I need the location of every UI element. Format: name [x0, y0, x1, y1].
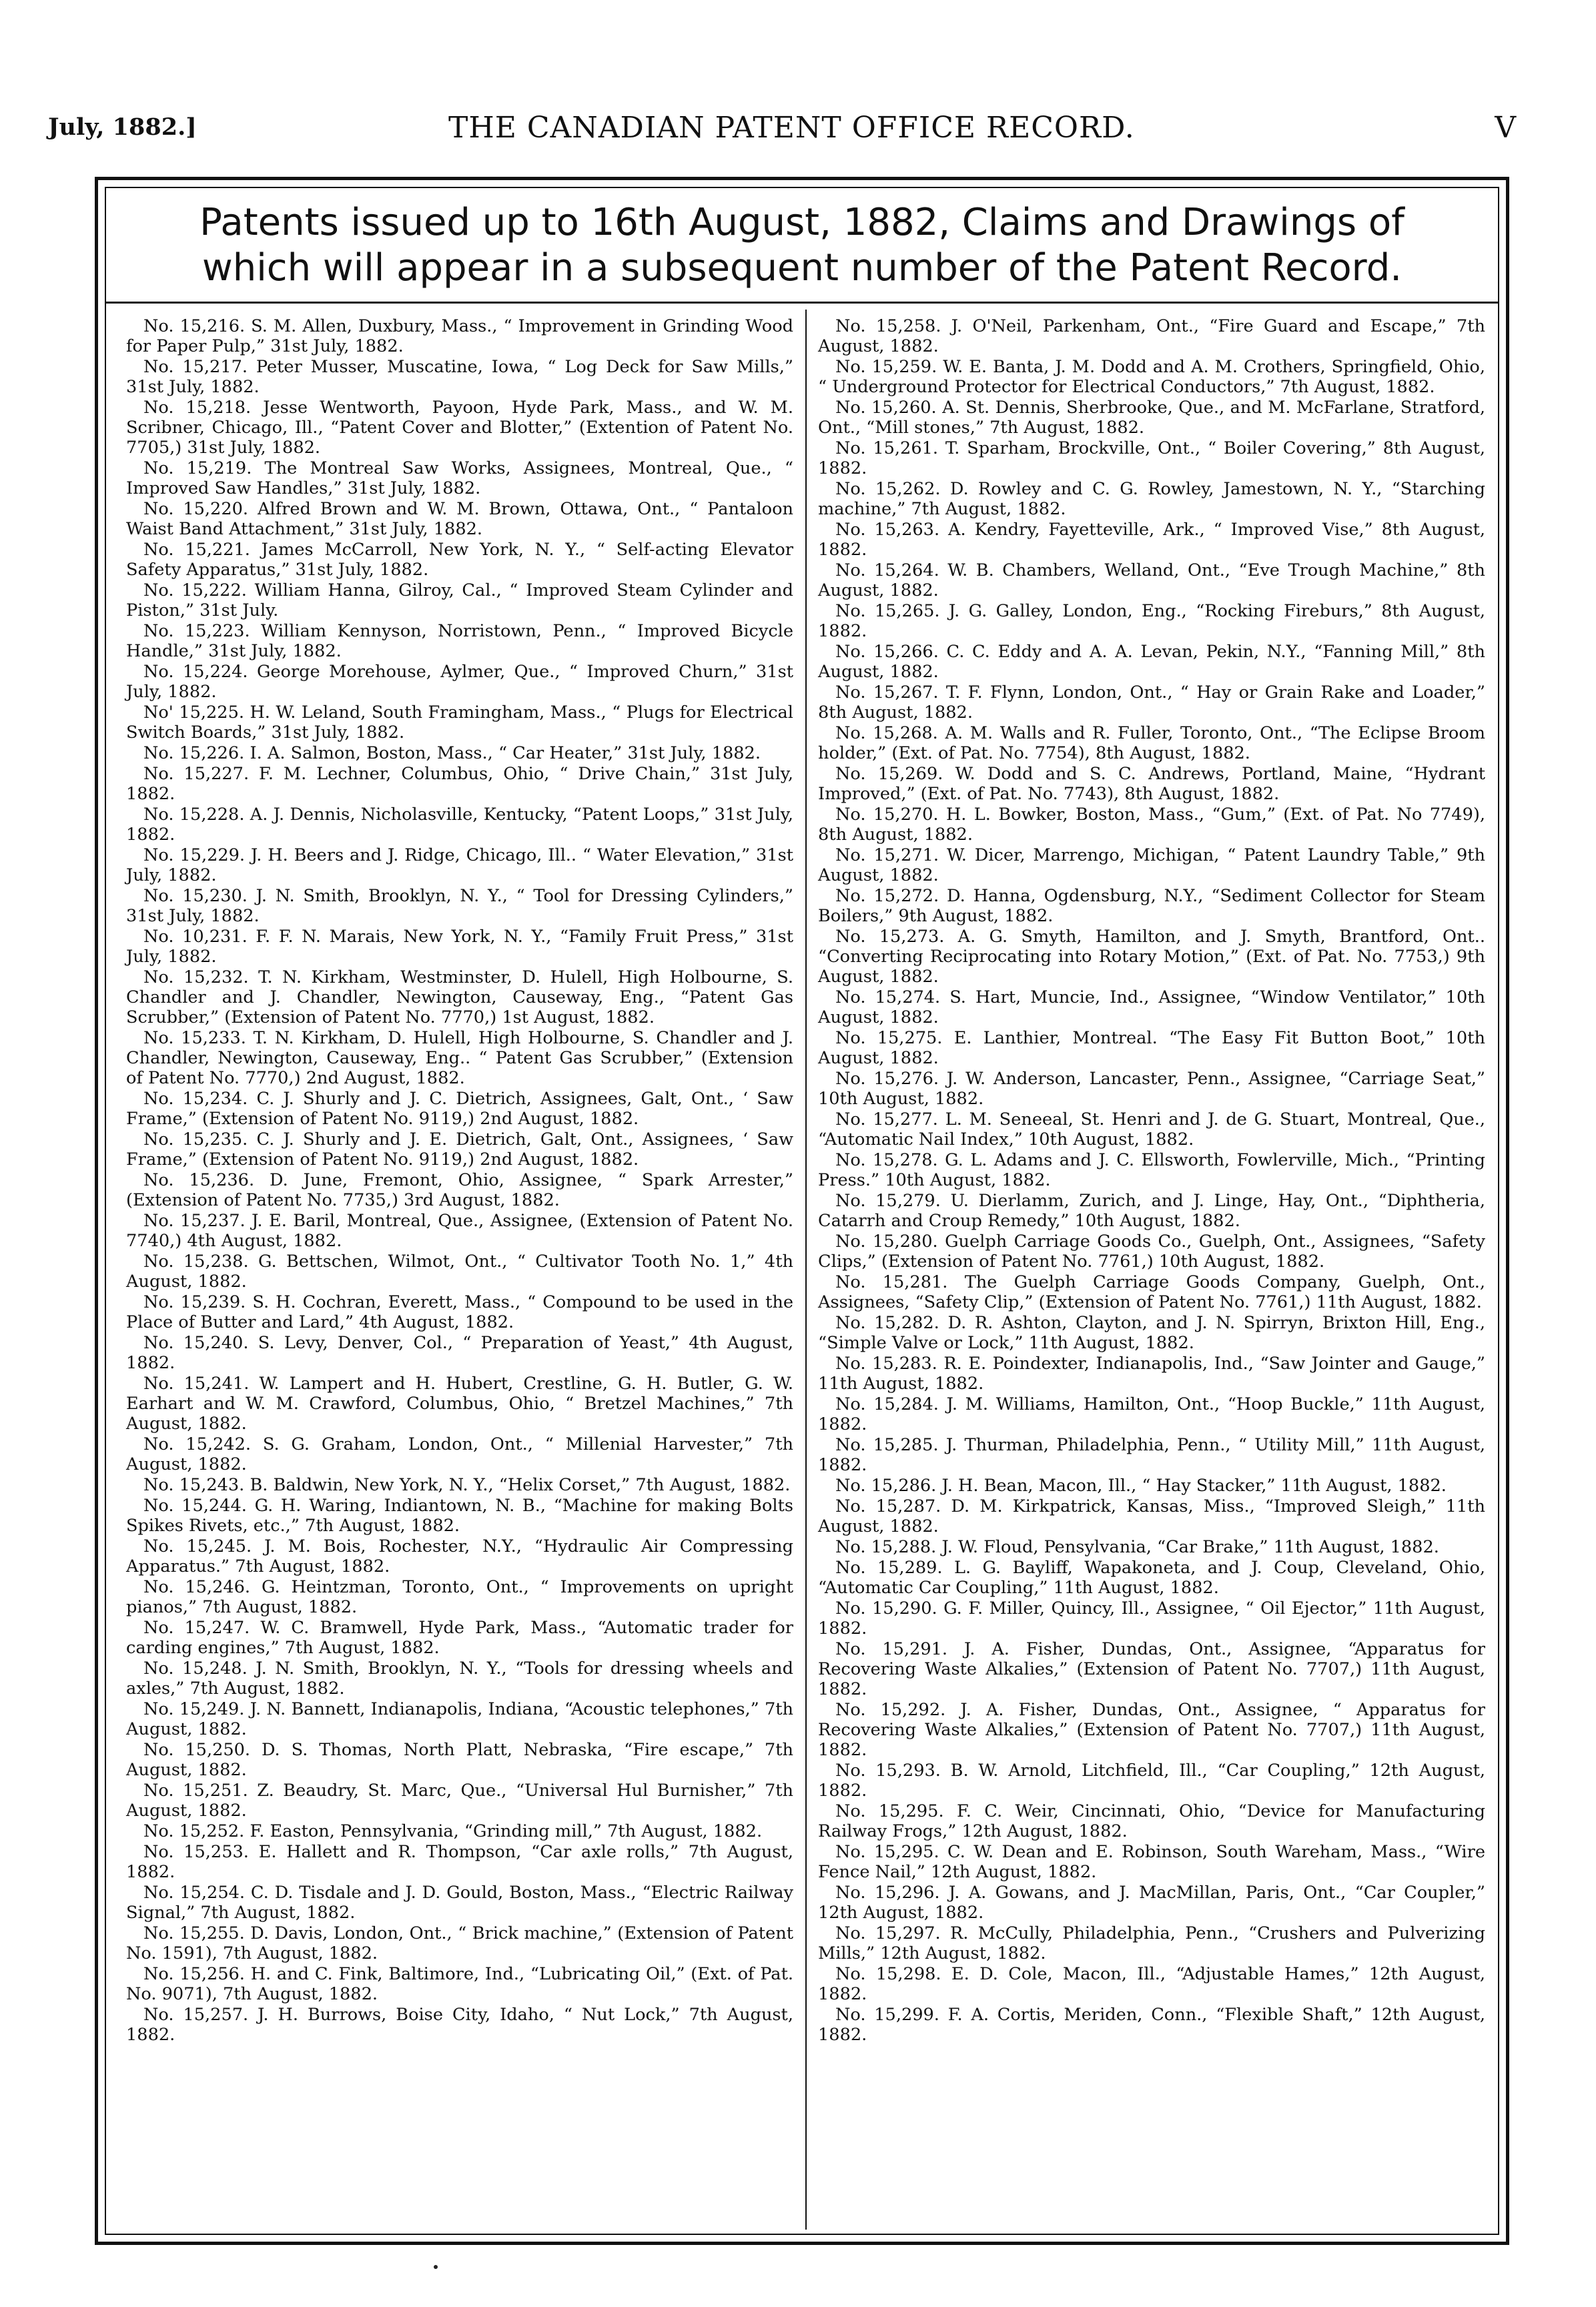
patent-entry: [818, 1394, 1485, 1434]
patent-description: H. W. Leland, South Framingham, Mass., “ Plugs for Electrical Switch Boards,” 31st July, 1882.: [126, 703, 793, 743]
patent-description: A. Kendry, Fayetteville, Ark., “ Improved Vise,” 8th August, 1882.: [818, 520, 1485, 560]
patent-number: No. 15,245.: [143, 1536, 252, 1556]
patent-entry: [126, 1252, 793, 1292]
patent-number: No. 15,292.: [835, 1700, 946, 1720]
patent-entry: [126, 845, 793, 885]
patent-entry: [818, 1598, 1485, 1639]
patent-description: L. M. Seneeal, St. Henri and J. de G. Stuart, Montreal, Que., “Automatic Nail Index,” 10th August, 1882.: [818, 1109, 1485, 1149]
patent-entry: [126, 1964, 793, 2004]
patent-number: No. 15,254.: [143, 1883, 246, 1903]
patent-description: J. N. Smith, Brooklyn, N. Y., “ Tool for Dressing Cylinders,” 31st July, 1882.: [126, 886, 793, 926]
patent-entry: [818, 1028, 1485, 1068]
patent-number: No. 15,262.: [835, 479, 941, 499]
patent-number: No. 15,236.: [143, 1170, 255, 1190]
patent-number: No. 15,220.: [143, 499, 249, 519]
patent-description: D. Rowley and C. G. Rowley, Jamestown, N. Y., “Starching machine,” 7th August, 1882.: [818, 479, 1485, 519]
patent-number: No. 15,230.: [143, 886, 248, 906]
patent-description: J. H. Burrows, Boise City, Idaho, “ Nut Lock,” 7th August, 1882.: [126, 2005, 793, 2045]
patent-description: W. C. Bramwell, Hyde Park, Mass., “Automatic trader for carding engines,” 7th August, 1882.: [126, 1618, 793, 1658]
patent-description: R. McCully, Philadelphia, Penn., “Crushers and Pulverizing Mills,” 12th August, 1882.: [818, 1923, 1485, 1963]
patent-description: T. Sparham, Brockville, Ont., “ Boiler Covering,” 8th August, 1882.: [818, 438, 1485, 478]
patent-number: No. 15,288.: [835, 1537, 937, 1557]
patent-entry: [818, 1964, 1485, 2004]
patent-description: S. G. Graham, London, Ont., “ Millenial Harvester,” 7th August, 1882.: [126, 1434, 793, 1474]
patent-description: C. W. Dean and E. Robinson, South Wareham, Mass., “Wire Fence Nail,” 12th August, 1882.: [818, 1842, 1485, 1882]
patent-number: No. 15,270.: [835, 805, 939, 825]
patent-entry: [126, 662, 793, 702]
patent-number: No. 15,287.: [835, 1496, 941, 1516]
patent-description: T. N. Kirkham, Westminster, D. Hulell, High Holbourne, S. Chandler and J. Chandler, Newington, Causeway, Eng., “Patent Gas Scrubber,” (Extension of Patent No. 7770,) 1st August, 1882.: [126, 967, 793, 1027]
patent-number: No. 15,228.: [143, 805, 245, 825]
patent-entry: [818, 927, 1485, 987]
patent-description: Guelph Carriage Goods Co., Guelph, Ont., Assignees, “Safety Clips,” (Extension of Patent No. 7761,) 10th August, 1882.: [818, 1232, 1485, 1272]
patent-number: No. 15,269.: [835, 764, 943, 784]
patent-description: H. L. Bowker, Boston, Mass., “Gum,” (Ext. of Pat. No 7749), 8th August, 1882.: [818, 805, 1485, 845]
patent-entry: [126, 316, 793, 356]
patent-description: S. M. Allen, Duxbury, Mass., “ Improvement in Grinding Wood for Paper Pulp,” 31st July, 1882.: [126, 316, 793, 356]
patent-entry: [126, 1699, 793, 1739]
patent-description: The Guelph Carriage Goods Company, Guelph, Ont., Assignees, “Safety Clip,” (Extension of Patent No. 7761,) 11th August, 1882.: [818, 1272, 1485, 1312]
patent-entry: [126, 1028, 793, 1088]
patent-description: A. J. Dennis, Nicholasville, Kentucky, “Patent Loops,” 31st July, 1882.: [126, 805, 793, 845]
patent-entry: [818, 845, 1485, 885]
page-number: V: [1495, 111, 1516, 145]
patent-number: No. 15,271.: [835, 845, 939, 865]
patent-description: G. Bettschen, Wilmot, Ont., “ Cultivator Tooth No. 1,” 4th August, 1882.: [126, 1252, 793, 1292]
patent-entry: [818, 805, 1485, 845]
patent-number: No. 15,264.: [835, 560, 939, 580]
patent-description: G. H. Waring, Indiantown, N. B., “Machine for making Bolts Spikes Rivets, etc.,” 7th August, 1882.: [126, 1496, 793, 1536]
right-column: [818, 316, 1485, 2045]
patent-number: No. 15,222.: [143, 580, 247, 600]
patent-description: C. J. Shurly and J. E. Dietrich, Galt, Ont., Assignees, ‘ Saw Frame,” (Extension of Patent No. 9119,) 2nd August, 1882.: [126, 1129, 793, 1170]
patent-entry: [818, 1272, 1485, 1312]
patent-number: No. 15,241.: [143, 1374, 250, 1394]
patent-description: James McCarroll, New York, N. Y., “ Self-acting Elevator Safety Apparatus,” 31st July, 1882.: [126, 540, 793, 580]
publication-title: THE CANADIAN PATENT OFFICE RECORD.: [448, 111, 1135, 145]
patent-number: No. 15,290.: [835, 1598, 937, 1619]
patent-entry: [818, 1496, 1485, 1536]
patent-description: W. Lampert and H. Hubert, Crestline, G. H. Butler, G. W. Earhart and W. M. Crawford, Columbus, Ohio, “ Bretzel Machines,” 7th August, 1882.: [126, 1374, 793, 1434]
patent-description: William Kennyson, Norristown, Penn., “ Improved Bicycle Handle,” 31st July, 1882.: [126, 621, 793, 661]
patent-description: Jesse Wentworth, Payoon, Hyde Park, Mass., and W. M. Scribner, Chicago, Ill., “Patent Cover and Blotter,” (Extention of Patent No. 7705,) 31st July, 1882.: [126, 398, 793, 458]
patent-number: No. 15,278.: [835, 1150, 938, 1170]
patent-entry: [126, 1618, 793, 1658]
section-title: [106, 200, 1498, 291]
patent-entry: [818, 560, 1485, 600]
patent-entry: [126, 764, 793, 804]
patent-entry: [126, 927, 793, 967]
patent-description: B. Baldwin, New York, N. Y., “Helix Corset,” 7th August, 1882.: [250, 1475, 791, 1495]
patent-number: No. 15,247.: [143, 1618, 250, 1638]
patent-description: R. E. Poindexter, Indianapolis, Ind., “Saw Jointer and Gauge,” 11th August, 1882.: [818, 1354, 1485, 1394]
patent-description: G. F. Miller, Quincy, Ill., Assignee, “ Oil Ejector,” 11th August, 1882.: [818, 1598, 1485, 1639]
patent-number: No. 15,223.: [143, 621, 250, 641]
patent-description: J. H. Beers and J. Ridge, Chicago, Ill.. “ Water Elevation,” 31st July, 1882.: [126, 845, 793, 885]
patent-description: J. M. Bois, Rochester, N.Y., “Hydraulic Air Compressing Apparatus.” 7th August, 1882.: [126, 1536, 793, 1576]
patent-description: F. C. Weir, Cincinnati, Ohio, “Device for Manufacturing Railway Frogs,” 12th August, 1882.: [818, 1801, 1485, 1841]
patent-number: No. 15,268.: [835, 723, 938, 743]
patent-description: J. G. Galley, London, Eng., “Rocking Fireburs,” 8th August, 1882.: [818, 601, 1485, 641]
patent-entry: [818, 723, 1485, 763]
patent-description: A. G. Smyth, Hamilton, and J. Smyth, Brantford, Ont.. “Converting Reciprocating into Rotary Motion,” (Ext. of Pat. No. 7753,) 9th August, 1882.: [818, 927, 1485, 987]
patent-entry: [818, 1109, 1485, 1149]
patent-number: No. 15,263.: [835, 520, 940, 540]
patent-description: T. N. Kirkham, D. Hulell, High Holbourne, S. Chandler and J. Chandler, Newington, Causeway, Eng.. “ Patent Gas Scrubber,” (Extension of Patent No. 7770,) 2nd August, 1882.: [126, 1028, 793, 1088]
patent-entry: [818, 601, 1485, 641]
patent-entry: [818, 1883, 1485, 1923]
patent-entry: [126, 886, 793, 926]
patent-entry: [126, 1374, 793, 1434]
patent-entry: [126, 1434, 793, 1474]
patent-description: I. A. Salmon, Boston, Mass., “ Car Heater,” 31st July, 1882.: [250, 743, 761, 763]
patent-description: S. H. Cochran, Everett, Mass., “ Compound to be used in the Place of Butter and Lard,” 4th August, 1882.: [126, 1292, 793, 1332]
patent-entry: [818, 1191, 1485, 1231]
patent-number: No. 15,299.: [835, 2005, 939, 2025]
patent-description: C. C. Eddy and A. A. Levan, Pekin, N.Y., “Fanning Mill,” 8th August, 1882.: [818, 642, 1485, 682]
patent-description: D. Hanna, Ogdensburg, N.Y., “Sediment Collector for Steam Boilers,” 9th August, 1882.: [818, 886, 1485, 926]
patent-entry: [126, 1577, 793, 1617]
patent-entry: [818, 1801, 1485, 1841]
patent-number: No. 15,296.: [835, 1883, 940, 1903]
patent-entry: [126, 1170, 793, 1210]
patent-entry: [818, 764, 1485, 804]
patent-description: S. Hart, Muncie, Ind., Assignee, “Window Ventilator,” 10th August, 1882.: [818, 987, 1485, 1027]
patent-number: No. 10,231.: [143, 927, 248, 947]
patent-entry: [126, 1883, 793, 1923]
patent-description: B. W. Arnold, Litchfield, Ill., “Car Coupling,” 12th August, 1882.: [818, 1761, 1485, 1801]
patent-entry: [818, 316, 1485, 356]
patent-number: No. 15,291.: [835, 1639, 948, 1659]
patent-entry: [126, 1781, 793, 1821]
patent-entry: [126, 743, 793, 763]
patent-description: W. E. Banta, J. M. Dodd and A. M. Crothers, Springfield, Ohio, “ Underground Protector for Electrical Conductors,” 7th August, 1882.: [818, 357, 1485, 397]
patent-number: No. 15,274.: [835, 987, 941, 1007]
patent-number: No. 15,237.: [143, 1211, 246, 1231]
patent-number: No. 15,265.: [835, 601, 940, 621]
patent-entry: [818, 1069, 1485, 1109]
patent-number: No. 15,273.: [835, 927, 945, 947]
patent-entry: [818, 1842, 1485, 1882]
patent-number: No. 15,239.: [143, 1292, 246, 1312]
patent-description: The Montreal Saw Works, Assignees, Montreal, Que., “ Improved Saw Handles,” 31st July, 1882.: [126, 458, 793, 498]
issue-date: July, 1882.]: [48, 113, 197, 141]
patent-number: No. 15,227.: [143, 764, 250, 784]
patent-number: No. 15,246.: [143, 1577, 251, 1597]
patent-entry: [818, 1435, 1485, 1475]
patent-description: F. F. N. Marais, New York, N. Y., “Family Fruit Press,” 31st July, 1882.: [126, 927, 793, 967]
patent-number: No. 15,298.: [835, 1964, 941, 1984]
patent-entry: [126, 398, 793, 458]
patent-number: No. 15,276.: [835, 1069, 939, 1089]
patent-entry: [126, 621, 793, 661]
patent-entry: [818, 682, 1485, 723]
patent-number: No. 15,253.: [143, 1842, 249, 1862]
patent-number: No. 15,243.: [143, 1475, 245, 1495]
patent-description: G. Heintzman, Toronto, Ont., “ Improvements on upright pianos,” 7th August, 1882.: [126, 1577, 793, 1617]
patent-entry: [126, 1475, 793, 1495]
patent-entry: [126, 703, 793, 743]
patent-entry: [126, 1923, 793, 1963]
patent-number: No. 15,238.: [143, 1252, 249, 1272]
patent-entry: [818, 1354, 1485, 1394]
patent-entry: [818, 1558, 1485, 1598]
patent-number: No. 15,216.: [143, 316, 246, 336]
patent-description: D. Davis, London, Ont., “ Brick machine,” (Extension of Patent No. 1591), 7th August, 1882.: [126, 1923, 793, 1963]
patent-description: J. N. Smith, Brooklyn, N. Y., “Tools for dressing wheels and axles,” 7th August, 1882.: [126, 1659, 793, 1699]
patent-description: Z. Beaudry, St. Marc, Que., “Universal Hul Burnisher,” 7th August, 1882.: [126, 1781, 793, 1821]
patent-entry: [126, 357, 793, 397]
page-header: [48, 113, 1516, 153]
patent-entry: [818, 1232, 1485, 1272]
patent-number: No. 15,251.: [143, 1781, 248, 1801]
patent-entry: [126, 1536, 793, 1576]
patent-entry: [126, 1821, 793, 1841]
patent-entry: [818, 2005, 1485, 2045]
patent-entry: [126, 540, 793, 580]
patent-description: William Hanna, Gilroy, Cal., “ Improved Steam Cylinder and Piston,” 31st July.: [126, 580, 793, 620]
patent-entry: [818, 987, 1485, 1027]
patent-number: No. 15,248.: [143, 1659, 248, 1679]
patent-number: No. 15,261.: [835, 438, 939, 458]
patent-entry: [126, 1089, 793, 1129]
patent-description: C. J. Shurly and J. C. Dietrich, Assignees, Galt, Ont., ‘ Saw Frame,” (Extension of Patent No. 9119,) 2nd August, 1882.: [126, 1089, 793, 1129]
section-title-line-1: Patents issued up to 16th August, 1882, Claims and Drawings of: [200, 201, 1405, 244]
patent-description: J. W. Anderson, Lancaster, Penn., Assignee, “Carriage Seat,” 10th August, 1882.: [818, 1069, 1485, 1109]
patent-number: No. 15,229.: [143, 845, 246, 865]
patent-number: No. 15,260.: [835, 398, 937, 418]
patent-description: S. Levy, Denver, Col., “ Preparation of Yeast,” 4th August, 1882.: [126, 1333, 793, 1373]
patent-number: No. 15,226.: [143, 743, 245, 763]
patent-description: D. M. Kirkpatrick, Kansas, Miss., “Improved Sleigh,” 11th August, 1882.: [818, 1496, 1485, 1536]
patent-entry: [818, 520, 1485, 560]
patent-description: J. A. Fisher, Dundas, Ont., Assignee, “Apparatus for Recovering Waste Alkalies,” (Extension of Patent No. 7707,) 11th August, 1882.: [818, 1639, 1485, 1699]
patent-list-inner: [105, 187, 1499, 2235]
patent-description: J. N. Bannett, Indianapolis, Indiana, “Acoustic telephones,” 7th August, 1882.: [126, 1699, 793, 1739]
patent-entry: [126, 580, 793, 620]
patent-number: No. 15,257.: [143, 2005, 249, 2025]
patent-description: J. M. Williams, Hamilton, Ont., “Hoop Buckle,” 11th August, 1882.: [818, 1394, 1485, 1434]
patent-description: J. Thurman, Philadelphia, Penn., “ Utility Mill,” 11th August, 1882.: [818, 1435, 1485, 1475]
patent-description: J. H. Bean, Macon, Ill., “ Hay Stacker,” 11th August, 1882.: [941, 1476, 1447, 1496]
patent-entry: [126, 1659, 793, 1699]
patent-number: No. 15,282.: [835, 1313, 939, 1333]
patent-number: No. 15,244.: [143, 1496, 247, 1516]
patent-entry: [818, 1476, 1485, 1496]
patent-number: No. 15,281.: [835, 1272, 948, 1292]
patent-number: No. 15,256.: [143, 1964, 245, 1984]
patent-description: J. O'Neil, Parkenham, Ont., “Fire Guard and Escape,” 7th August, 1882.: [818, 316, 1485, 356]
patent-number: No. 15,240.: [143, 1333, 249, 1353]
patent-description: E. Hallett and R. Thompson, “Car axle rolls,” 7th August, 1882.: [126, 1842, 793, 1882]
patent-number: No. 15,233.: [143, 1028, 246, 1048]
patent-entry: [126, 1842, 793, 1882]
patent-description: F. M. Lechner, Columbus, Ohio, “ Drive Chain,” 31st July, 1882.: [126, 764, 793, 804]
patent-number: No. 15,250.: [143, 1740, 251, 1760]
patent-number: No. 15,266.: [835, 642, 939, 662]
patent-description: J. W. Floud, Pensylvania, “Car Brake,” 11th August, 1882.: [941, 1537, 1439, 1557]
patent-description: A. M. Walls and R. Fuller, Toronto, Ont., “The Eclipse Broom holder,” (Ext. of Pat. No. 7754), 8th August, 1882.: [818, 723, 1485, 763]
patent-entry: [126, 967, 793, 1027]
patent-number: No. 15,295.: [835, 1801, 944, 1821]
patent-description: L. G. Bayliff, Wapakoneta, and J. Coup, Cleveland, Ohio, “Automatic Car Coupling,” 11th August, 1882.: [818, 1558, 1485, 1598]
patent-number: No. 15,224.: [143, 662, 248, 682]
patent-description: D. S. Thomas, North Platt, Nebraska, “Fire escape,” 7th August, 1882.: [126, 1740, 793, 1780]
patent-number: No. 15,295.: [835, 1842, 939, 1862]
patent-number: No. 15,283.: [835, 1354, 937, 1374]
patent-number: No. 15,272.: [835, 886, 939, 906]
patent-number: No. 15,267.: [835, 682, 939, 703]
patent-description: W. Dicer, Marrengo, Michigan, “ Patent Laundry Table,” 9th August, 1882.: [818, 845, 1485, 885]
patent-number: No. 15,258.: [835, 316, 941, 336]
patent-number: No. 15,259.: [835, 357, 937, 377]
patent-list-frame: [95, 177, 1509, 2245]
patent-entry: [818, 1313, 1485, 1353]
patent-number: No. 15,234.: [143, 1089, 248, 1109]
patent-entry: [126, 805, 793, 845]
patent-description: D. June, Fremont, Ohio, Assignee, “ Spark Arrester,” (Extension of Patent No. 7735,) 3rd August, 1882.: [126, 1170, 793, 1210]
patent-number: No. 15,219.: [143, 458, 252, 478]
patent-entry: [126, 1333, 793, 1373]
patent-description: U. Dierlamm, Zurich, and J. Linge, Hay, Ont., “Diphtheria, Catarrh and Croup Remedy,” 10th August, 1882.: [818, 1191, 1485, 1231]
patent-entry: [818, 886, 1485, 926]
patent-number: No. 15,218.: [143, 398, 252, 418]
patent-entry: [126, 458, 793, 498]
patent-number: No. 15,275.: [835, 1028, 943, 1048]
footer-mark: [434, 2265, 438, 2269]
patent-description: J. A. Gowans, and J. MacMillan, Paris, Ont., “Car Coupler,” 12th August, 1882.: [818, 1883, 1485, 1923]
patent-entry: [818, 1639, 1485, 1699]
patent-entry: [818, 398, 1485, 438]
patent-entry: [126, 2005, 793, 2045]
patent-number: No. 15,277.: [835, 1109, 938, 1129]
patent-description: H. and C. Fink, Baltimore, Ind., “Lubricating Oil,” (Ext. of Pat. No. 9071), 7th August, 1882.: [126, 1964, 793, 2004]
patent-number: No. 15,293.: [835, 1761, 941, 1781]
patent-number: No. 15,280.: [835, 1232, 938, 1252]
patent-description: T. F. Flynn, London, Ont., “ Hay or Grain Rake and Loader,” 8th August, 1882.: [818, 682, 1485, 723]
patent-entry: [126, 1740, 793, 1780]
patent-number: No. 15,252.: [143, 1821, 245, 1841]
patent-number: No. 15,232.: [143, 967, 249, 987]
patent-number: No. 15,279.: [835, 1191, 941, 1211]
patent-description: J. A. Fisher, Dundas, Ont., Assignee, “ Apparatus for Recovering Waste Alkalies,” (Extension of Patent No. 7707,) 11th August, 1882.: [818, 1700, 1485, 1760]
patent-number: No. 15,289.: [835, 1558, 943, 1578]
patent-entry: [818, 642, 1485, 682]
patent-entry: [126, 1292, 793, 1332]
patent-entry: [818, 479, 1485, 519]
patent-description: D. R. Ashton, Clayton, and J. N. Spirryn, Brixton Hill, Eng., “Simple Valve or Lock,” 11th August, 1882.: [818, 1313, 1485, 1353]
patent-entry: [818, 438, 1485, 478]
patent-description: F. Easton, Pennsylvania, “Grinding mill,” 7th August, 1882.: [250, 1821, 763, 1841]
patent-number: No. 15,255.: [143, 1923, 245, 1943]
patent-entry: [818, 357, 1485, 397]
patent-number: No. 15,242.: [143, 1434, 251, 1454]
patent-number: No. 15,284.: [835, 1394, 939, 1414]
patent-entry: [818, 1150, 1485, 1190]
patent-description: A. St. Dennis, Sherbrooke, Que., and M. McFarlane, Stratford, Ont., “Mill stones,” 7th August, 1882.: [818, 398, 1485, 438]
left-column: [126, 316, 793, 2045]
patent-entry: [126, 1129, 793, 1170]
patent-entry: [818, 1537, 1485, 1557]
patent-number: No. 15,297.: [835, 1923, 941, 1943]
patent-number: No' 15,225.: [143, 703, 244, 723]
patent-description: G. L. Adams and J. C. Ellsworth, Fowlerville, Mich., “Printing Press.” 10th August, 1882.: [818, 1150, 1485, 1190]
patent-description: Peter Musser, Muscatine, Iowa, “ Log Deck for Saw Mills,” 31st July, 1882.: [126, 357, 793, 397]
patent-entry: [818, 1700, 1485, 1760]
patent-number: No. 15,235.: [143, 1129, 248, 1149]
patent-entry: [818, 1923, 1485, 1963]
patent-number: No. 15,221.: [143, 540, 250, 560]
patent-number: No. 15,286.: [835, 1476, 937, 1496]
patent-description: F. A. Cortis, Meriden, Conn., “Flexible Shaft,” 12th August, 1882.: [818, 2005, 1485, 2045]
patent-entry: [818, 1761, 1485, 1801]
patent-description: Alfred Brown and W. M. Brown, Ottawa, Ont., “ Pantaloon Waist Band Attachment,” 31st July, 1882.: [126, 499, 793, 539]
patent-entry: [126, 499, 793, 539]
patent-description: C. D. Tisdale and J. D. Gould, Boston, Mass., “Electric Railway Signal,” 7th August, 1882.: [126, 1883, 794, 1923]
title-rule: [106, 302, 1498, 304]
patent-number: No. 15,217.: [143, 357, 248, 377]
patent-entry: [126, 1496, 793, 1536]
patent-description: W. B. Chambers, Welland, Ont., “Eve Trough Machine,” 8th August, 1882.: [818, 560, 1485, 600]
patent-description: J. E. Baril, Montreal, Que., Assignee, (Extension of Patent No. 7740,) 4th August, 1882.: [126, 1211, 793, 1251]
patent-number: No. 15,285.: [835, 1435, 939, 1455]
column-divider: [805, 310, 807, 2230]
patent-description: E. D. Cole, Macon, Ill., “Adjustable Hames,” 12th August, 1882.: [818, 1964, 1485, 2004]
section-title-line-2: which will appear in a subsequent number of the Patent Record.: [202, 246, 1403, 290]
patent-description: E. Lanthier, Montreal. “The Easy Fit Button Boot,” 10th August, 1882.: [818, 1028, 1485, 1068]
patent-number: No. 15,249.: [143, 1699, 245, 1719]
patent-description: W. Dodd and S. C. Andrews, Portland, Maine, “Hydrant Improved,” (Ext. of Pat. No. 7743), 8th August, 1882.: [818, 764, 1485, 804]
patent-description: George Morehouse, Aylmer, Que., “ Improved Churn,” 31st July, 1882.: [126, 662, 793, 702]
patent-entry: [126, 1211, 793, 1251]
